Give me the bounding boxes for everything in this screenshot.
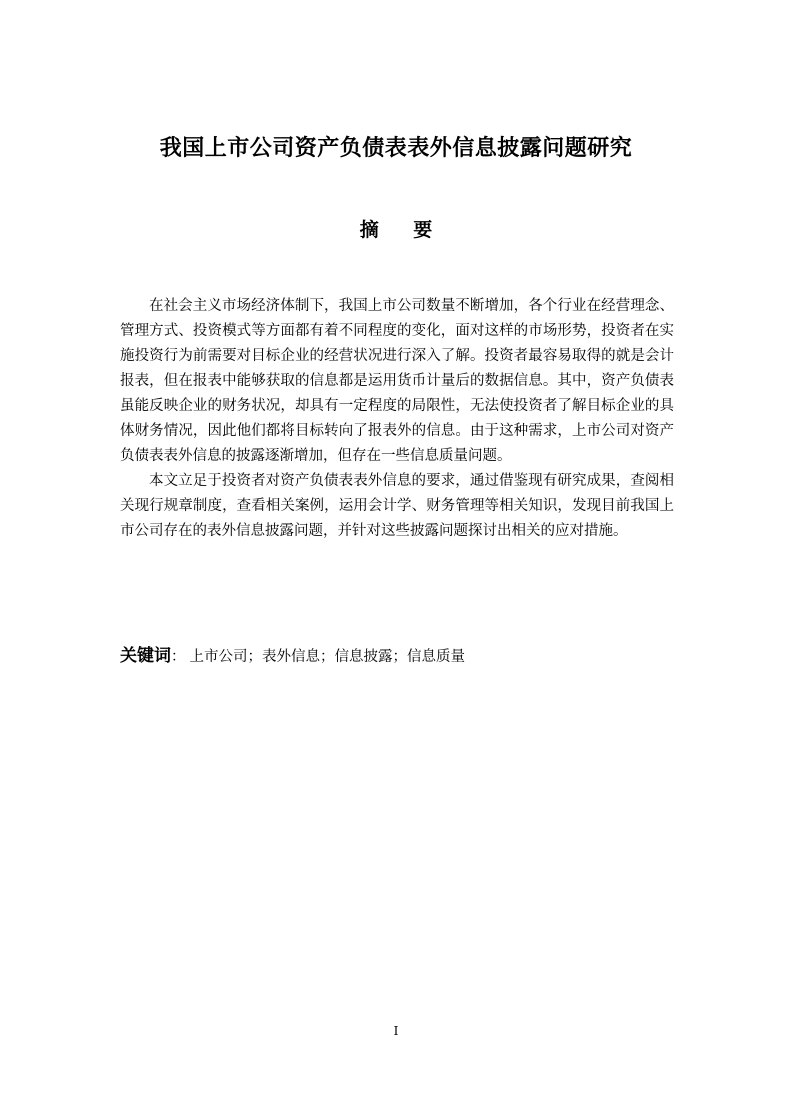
abstract-body [120, 294, 674, 544]
page-number: I [393, 1024, 399, 1038]
abstract-paragraph: 在社会主义市场经济体制下，我国上市公司数量不断增加，各个行业在经营理念、管理方式、投资模式等方面都有着不同程度的变化，面对这样的市场形势，投资者在实施投资行为前需要对目标企业的经营状况进行深入了解。投资者最容易取得的就是会计报表，但在报表中能够获取的信息都是运用货币计量后的数据信息。其中，资产负债表虽能反映企业的财务状况，却具有一定程度的局限性，无法使投资者了解目标企业的具体财务情况，因此他们都将目标转向了报表外的信息。由于这种需求，上市公司对资产负债表表外信息的披露逐渐增加，但存在一些信息质量问题。 [120, 298, 674, 464]
keywords-list: 上市公司；表外信息；信息披露；信息质量 [189, 649, 465, 665]
abstract-paragraph: 本文立足于投资者对资产负债表表外信息的要求，通过借鉴现有研究成果，查阅相关现行规章制度，查看相关案例，运用会计学、财务管理等相关知识，发现目前我国上市公司存在的表外信息披露问题，并针对这些披露问题探讨出相关的应对措施。 [120, 473, 674, 539]
abstract-heading: 摘 要 [359, 219, 447, 241]
page-title: 我国上市公司资产负债表表外信息披露问题研究 [159, 136, 633, 161]
keywords-separator: ： [171, 649, 186, 665]
keywords-label: 关键词 [120, 646, 171, 666]
keywords-line [120, 643, 674, 670]
